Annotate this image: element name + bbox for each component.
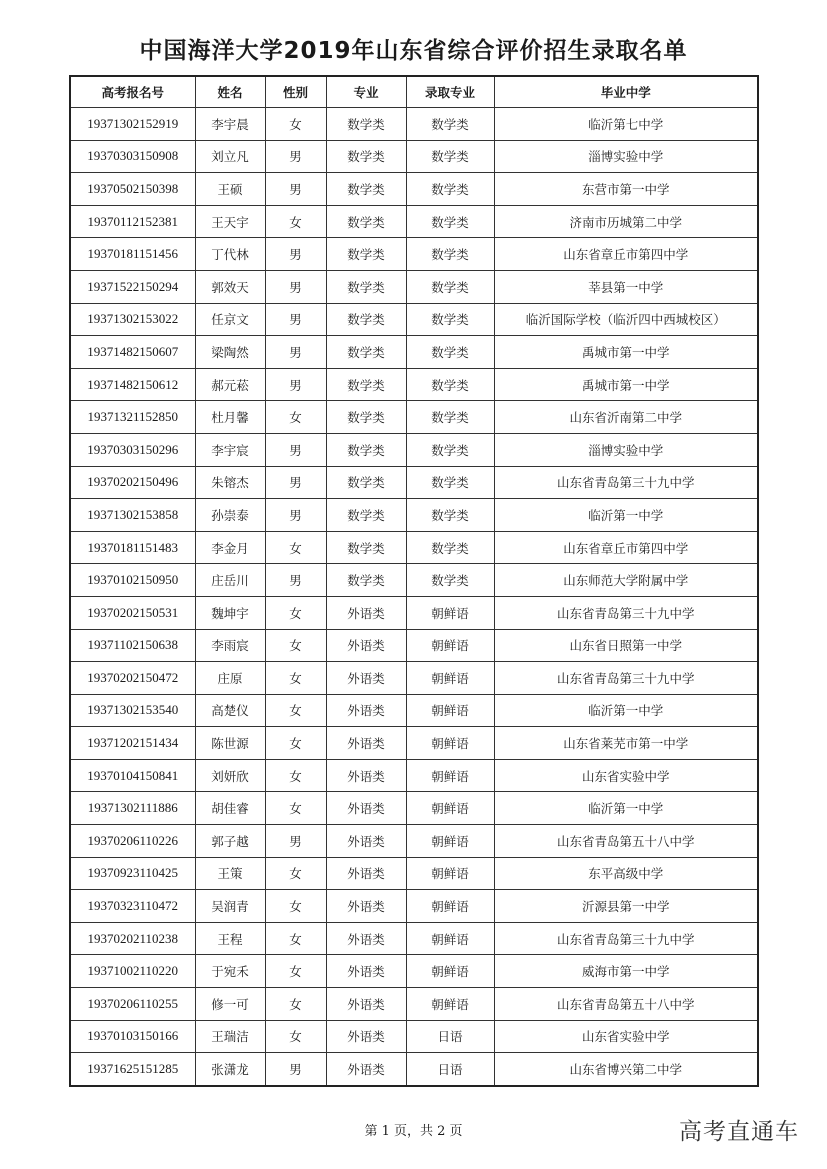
cell-school: 山东省青岛第三十九中学 (494, 922, 758, 955)
cell-exam-id: 19371482150612 (70, 368, 195, 401)
cell-gender: 女 (265, 727, 326, 760)
cell-admitted-major: 朝鲜语 (406, 792, 494, 825)
cell-gender: 女 (265, 205, 326, 238)
cell-major: 外语类 (326, 662, 406, 695)
cell-name: 刘妍欣 (195, 759, 265, 792)
cell-exam-id: 19371302153858 (70, 499, 195, 532)
table-row (70, 401, 758, 434)
cell-school: 山东省章丘市第四中学 (494, 238, 758, 271)
cell-name: 修一可 (195, 988, 265, 1021)
header-gender: 性别 (265, 76, 326, 108)
cell-name: 于宛禾 (195, 955, 265, 988)
cell-name: 魏坤宇 (195, 596, 265, 629)
cell-admitted-major: 朝鲜语 (406, 922, 494, 955)
cell-admitted-major: 朝鲜语 (406, 727, 494, 760)
cell-school: 山东省实验中学 (494, 759, 758, 792)
admission-table (69, 75, 759, 1087)
cell-major: 数学类 (326, 564, 406, 597)
cell-name: 孙崇泰 (195, 499, 265, 532)
cell-major: 外语类 (326, 629, 406, 662)
table-header-row (70, 76, 758, 108)
table-row (70, 922, 758, 955)
table-row (70, 368, 758, 401)
cell-major: 数学类 (326, 499, 406, 532)
cell-exam-id: 19371625151285 (70, 1053, 195, 1086)
cell-school: 山东省博兴第二中学 (494, 1053, 758, 1086)
cell-exam-id: 19370112152381 (70, 205, 195, 238)
cell-name: 王硕 (195, 173, 265, 206)
cell-exam-id: 19370202150531 (70, 596, 195, 629)
cell-gender: 男 (265, 140, 326, 173)
cell-name: 王策 (195, 857, 265, 890)
cell-major: 外语类 (326, 988, 406, 1021)
cell-gender: 女 (265, 890, 326, 923)
cell-major: 外语类 (326, 694, 406, 727)
cell-school: 临沂第一中学 (494, 792, 758, 825)
cell-admitted-major: 朝鲜语 (406, 694, 494, 727)
cell-admitted-major: 日语 (406, 1053, 494, 1086)
cell-gender: 男 (265, 368, 326, 401)
cell-admitted-major: 数学类 (406, 401, 494, 434)
cell-gender: 女 (265, 988, 326, 1021)
table-row (70, 173, 758, 206)
cell-school: 临沂第七中学 (494, 108, 758, 141)
cell-major: 数学类 (326, 531, 406, 564)
cell-gender: 男 (265, 270, 326, 303)
cell-name: 丁代林 (195, 238, 265, 271)
cell-gender: 女 (265, 792, 326, 825)
table-row (70, 955, 758, 988)
table-row (70, 205, 758, 238)
cell-school: 山东省青岛第三十九中学 (494, 596, 758, 629)
cell-exam-id: 19370202150472 (70, 662, 195, 695)
table-row (70, 531, 758, 564)
table-row (70, 792, 758, 825)
cell-gender: 男 (265, 825, 326, 858)
cell-school: 山东省沂南第二中学 (494, 401, 758, 434)
cell-school: 山东省莱芜市第一中学 (494, 727, 758, 760)
table-row (70, 433, 758, 466)
table-row (70, 629, 758, 662)
cell-exam-id: 19370323110472 (70, 890, 195, 923)
cell-major: 数学类 (326, 433, 406, 466)
cell-major: 外语类 (326, 857, 406, 890)
cell-exam-id: 19371321152850 (70, 401, 195, 434)
cell-exam-id: 19371302152919 (70, 108, 195, 141)
cell-admitted-major: 朝鲜语 (406, 825, 494, 858)
cell-name: 郭子越 (195, 825, 265, 858)
cell-exam-id: 19371202151434 (70, 727, 195, 760)
cell-major: 外语类 (326, 596, 406, 629)
cell-school: 威海市第一中学 (494, 955, 758, 988)
cell-gender: 女 (265, 531, 326, 564)
cell-major: 数学类 (326, 466, 406, 499)
cell-admitted-major: 数学类 (406, 173, 494, 206)
cell-school: 东营市第一中学 (494, 173, 758, 206)
cell-exam-id: 19370206110255 (70, 988, 195, 1021)
cell-major: 外语类 (326, 922, 406, 955)
cell-major: 外语类 (326, 792, 406, 825)
table-row (70, 466, 758, 499)
cell-admitted-major: 数学类 (406, 499, 494, 532)
cell-name: 梁陶然 (195, 336, 265, 369)
table-row (70, 759, 758, 792)
cell-school: 禹城市第一中学 (494, 368, 758, 401)
cell-school: 山东省青岛第三十九中学 (494, 466, 758, 499)
cell-exam-id: 19370181151483 (70, 531, 195, 564)
cell-name: 高楚仪 (195, 694, 265, 727)
table-row (70, 238, 758, 271)
cell-school: 山东省青岛第五十八中学 (494, 825, 758, 858)
cell-admitted-major: 数学类 (406, 108, 494, 141)
cell-name: 朱镕杰 (195, 466, 265, 499)
cell-school: 临沂国际学校（临沂四中西城校区） (494, 303, 758, 336)
cell-gender: 女 (265, 629, 326, 662)
cell-admitted-major: 朝鲜语 (406, 857, 494, 890)
cell-gender: 男 (265, 173, 326, 206)
cell-name: 胡佳睿 (195, 792, 265, 825)
cell-admitted-major: 数学类 (406, 368, 494, 401)
table-row (70, 270, 758, 303)
cell-major: 数学类 (326, 108, 406, 141)
cell-admitted-major: 数学类 (406, 433, 494, 466)
cell-gender: 女 (265, 955, 326, 988)
cell-gender: 女 (265, 857, 326, 890)
cell-major: 数学类 (326, 238, 406, 271)
cell-major: 外语类 (326, 890, 406, 923)
cell-name: 刘立凡 (195, 140, 265, 173)
cell-exam-id: 19371302153540 (70, 694, 195, 727)
cell-exam-id: 19371302153022 (70, 303, 195, 336)
header-exam-id: 高考报名号 (70, 76, 195, 108)
cell-name: 陈世源 (195, 727, 265, 760)
cell-exam-id: 19370103150166 (70, 1020, 195, 1053)
table-row (70, 694, 758, 727)
cell-exam-id: 19370923110425 (70, 857, 195, 890)
cell-name: 庄原 (195, 662, 265, 695)
cell-name: 李金月 (195, 531, 265, 564)
cell-admitted-major: 数学类 (406, 303, 494, 336)
cell-name: 吴润青 (195, 890, 265, 923)
cell-school: 山东省青岛第三十九中学 (494, 662, 758, 695)
cell-name: 任京文 (195, 303, 265, 336)
table-row (70, 1053, 758, 1086)
cell-name: 李雨宸 (195, 629, 265, 662)
table-row (70, 564, 758, 597)
cell-major: 数学类 (326, 205, 406, 238)
page-footer: 第 1 页，共 2 页 (364, 1124, 463, 1139)
cell-admitted-major: 数学类 (406, 140, 494, 173)
cell-gender: 女 (265, 1020, 326, 1053)
cell-admitted-major: 数学类 (406, 564, 494, 597)
cell-major: 外语类 (326, 1053, 406, 1086)
table-row (70, 988, 758, 1021)
table-row (70, 140, 758, 173)
cell-major: 外语类 (326, 825, 406, 858)
table-row (70, 825, 758, 858)
cell-exam-id: 19370303150908 (70, 140, 195, 173)
cell-school: 山东省实验中学 (494, 1020, 758, 1053)
cell-admitted-major: 数学类 (406, 336, 494, 369)
table-row (70, 727, 758, 760)
cell-name: 庄岳川 (195, 564, 265, 597)
cell-school: 山东师范大学附属中学 (494, 564, 758, 597)
cell-major: 数学类 (326, 368, 406, 401)
cell-name: 杜月馨 (195, 401, 265, 434)
cell-exam-id: 19371302111886 (70, 792, 195, 825)
cell-name: 郭效天 (195, 270, 265, 303)
cell-gender: 男 (265, 433, 326, 466)
cell-exam-id: 19371002110220 (70, 955, 195, 988)
cell-admitted-major: 数学类 (406, 205, 494, 238)
cell-gender: 女 (265, 759, 326, 792)
cell-school: 山东省青岛第五十八中学 (494, 988, 758, 1021)
cell-school: 东平高级中学 (494, 857, 758, 890)
cell-exam-id: 19370303150296 (70, 433, 195, 466)
cell-major: 外语类 (326, 955, 406, 988)
cell-admitted-major: 数学类 (406, 466, 494, 499)
cell-exam-id: 19371102150638 (70, 629, 195, 662)
cell-admitted-major: 朝鲜语 (406, 988, 494, 1021)
cell-gender: 女 (265, 108, 326, 141)
cell-exam-id: 19370202150496 (70, 466, 195, 499)
table-row (70, 336, 758, 369)
cell-gender: 女 (265, 694, 326, 727)
cell-admitted-major: 数学类 (406, 270, 494, 303)
cell-school: 济南市历城第二中学 (494, 205, 758, 238)
cell-gender: 男 (265, 1053, 326, 1086)
cell-major: 数学类 (326, 336, 406, 369)
cell-school: 山东省日照第一中学 (494, 629, 758, 662)
header-school: 毕业中学 (494, 76, 758, 108)
cell-name: 王瑞洁 (195, 1020, 265, 1053)
table-row (70, 596, 758, 629)
cell-school: 禹城市第一中学 (494, 336, 758, 369)
cell-name: 王程 (195, 922, 265, 955)
cell-name: 李宇宸 (195, 433, 265, 466)
cell-major: 外语类 (326, 1020, 406, 1053)
watermark: 高考直通车 (679, 1119, 799, 1145)
table-row (70, 108, 758, 141)
table-row (70, 303, 758, 336)
cell-name: 郝元菘 (195, 368, 265, 401)
cell-exam-id: 19370202110238 (70, 922, 195, 955)
cell-exam-id: 19370181151456 (70, 238, 195, 271)
cell-name: 李宇晨 (195, 108, 265, 141)
cell-gender: 女 (265, 922, 326, 955)
cell-name: 张潇龙 (195, 1053, 265, 1086)
cell-admitted-major: 数学类 (406, 531, 494, 564)
cell-school: 沂源县第一中学 (494, 890, 758, 923)
cell-admitted-major: 朝鲜语 (406, 596, 494, 629)
table-row (70, 1020, 758, 1053)
cell-admitted-major: 朝鲜语 (406, 890, 494, 923)
cell-exam-id: 19371522150294 (70, 270, 195, 303)
page-title: 中国海洋大学2019年山东省综合评价招生录取名单 (139, 38, 688, 64)
cell-gender: 男 (265, 499, 326, 532)
cell-school: 临沂第一中学 (494, 694, 758, 727)
cell-gender: 男 (265, 238, 326, 271)
cell-gender: 男 (265, 303, 326, 336)
cell-major: 数学类 (326, 140, 406, 173)
header-major: 专业 (326, 76, 406, 108)
cell-exam-id: 19370102150950 (70, 564, 195, 597)
table-row (70, 499, 758, 532)
cell-school: 山东省章丘市第四中学 (494, 531, 758, 564)
cell-major: 数学类 (326, 401, 406, 434)
header-name: 姓名 (195, 76, 265, 108)
cell-school: 淄博实验中学 (494, 140, 758, 173)
cell-gender: 女 (265, 596, 326, 629)
cell-admitted-major: 朝鲜语 (406, 955, 494, 988)
cell-gender: 男 (265, 336, 326, 369)
cell-exam-id: 19370206110226 (70, 825, 195, 858)
cell-admitted-major: 日语 (406, 1020, 494, 1053)
cell-exam-id: 19370104150841 (70, 759, 195, 792)
header-admitted-major: 录取专业 (406, 76, 494, 108)
cell-name: 王天宇 (195, 205, 265, 238)
cell-gender: 男 (265, 466, 326, 499)
cell-admitted-major: 朝鲜语 (406, 662, 494, 695)
cell-school: 临沂第一中学 (494, 499, 758, 532)
cell-major: 数学类 (326, 303, 406, 336)
table-row (70, 890, 758, 923)
cell-admitted-major: 朝鲜语 (406, 759, 494, 792)
cell-major: 数学类 (326, 270, 406, 303)
table-row (70, 857, 758, 890)
cell-gender: 女 (265, 662, 326, 695)
cell-major: 外语类 (326, 727, 406, 760)
cell-major: 外语类 (326, 759, 406, 792)
table-row (70, 662, 758, 695)
cell-exam-id: 19371482150607 (70, 336, 195, 369)
cell-admitted-major: 朝鲜语 (406, 629, 494, 662)
cell-gender: 女 (265, 401, 326, 434)
cell-gender: 男 (265, 564, 326, 597)
cell-major: 数学类 (326, 173, 406, 206)
cell-school: 淄博实验中学 (494, 433, 758, 466)
cell-school: 莘县第一中学 (494, 270, 758, 303)
cell-exam-id: 19370502150398 (70, 173, 195, 206)
cell-admitted-major: 数学类 (406, 238, 494, 271)
